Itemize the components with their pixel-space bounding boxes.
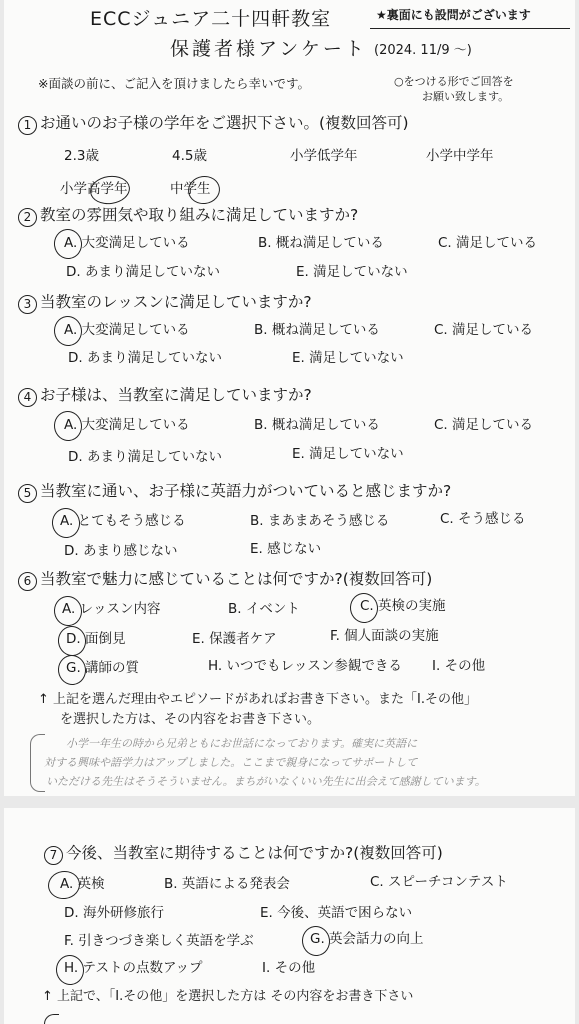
survey-page-front (4, 0, 575, 796)
q7-option-a-circle (46, 869, 82, 901)
question-3 (18, 295, 312, 314)
q6-option-h[interactable]: H. いつでもレッスン参観できる (208, 658, 402, 674)
format-note-1: ○をつける形でご回答を (394, 75, 514, 88)
intro-text: ※面談の前に、ご記入を頂けましたら幸いです。 (38, 76, 310, 91)
q1-option-6-circle (186, 174, 222, 206)
q1-option-4[interactable]: 小学中学年 (426, 148, 494, 164)
q7-option-b[interactable]: B. 英語による発表会 (164, 876, 290, 892)
question-4 (18, 388, 312, 407)
survey-page-back (4, 808, 575, 1024)
back-side-note: ★裏面にも設問がございます (376, 8, 531, 22)
q3-option-a-circle (52, 314, 84, 348)
question-3-number: 3 (18, 295, 37, 314)
q3-option-e[interactable]: E. 満足していない (292, 350, 404, 366)
format-note-2: お願い致します。 (422, 90, 510, 103)
q1-option-3[interactable]: 小学低学年 (290, 148, 358, 164)
q6-option-f[interactable]: F. 個人面談の実施 (330, 628, 439, 644)
question-5 (18, 484, 451, 503)
q7-option-c[interactable]: C. スピーチコンテスト (370, 874, 508, 890)
q6-answer-line-3: いただける先生はそうそういません。まちがいなくいい先生に出会えて感謝しています。 (46, 775, 486, 788)
question-6-text: 当教室で魅力に感じていることは何ですか?(複数回答可) (40, 570, 433, 588)
q4-option-a[interactable]: A. 大変満足している (64, 417, 190, 433)
q4-option-c[interactable]: C. 満足している (434, 417, 534, 433)
q3-option-a[interactable]: A. 大変満足している (64, 322, 190, 338)
q1-option-5-circle (88, 173, 132, 206)
q1-option-6[interactable]: 中学生 (170, 181, 211, 197)
q3-option-d[interactable]: D. あまり満足していない (68, 350, 222, 366)
q5-option-a-circle (50, 506, 82, 540)
q7-option-d[interactable]: D. 海外研修旅行 (64, 905, 164, 921)
q6-answer-line-1: 小学一年生の時から兄弟ともにお世話になっております。確実に英語に (66, 737, 418, 750)
q5-option-e[interactable]: E. 感じない (250, 541, 322, 557)
q6-option-c-circle (348, 591, 380, 625)
q4-option-e[interactable]: E. 満足していない (292, 446, 404, 462)
q2-option-e[interactable]: E. 満足していない (296, 264, 408, 280)
question-1-number: 1 (18, 116, 37, 135)
question-6-number: 6 (18, 572, 37, 591)
question-3-text: 当教室のレッスンに満足していますか? (40, 293, 312, 311)
question-5-number: 5 (18, 484, 37, 503)
q6-option-c[interactable]: C. 英検の実施 (360, 598, 446, 614)
q6-option-a[interactable]: A. レッスン内容 (62, 601, 161, 617)
q2-option-c[interactable]: C. 満足している (438, 235, 538, 251)
question-2 (18, 208, 358, 227)
q6-option-b[interactable]: B. イベント (228, 601, 300, 617)
survey-date: (2024. 11/9 〜) (374, 43, 472, 58)
question-7-text: 今後、当教室に期待することは何ですか?(複数回答可) (66, 844, 443, 862)
q6-option-a-circle (52, 594, 84, 628)
question-7 (44, 846, 443, 865)
q6-option-g[interactable]: G. 講師の質 (66, 660, 140, 676)
q2-option-a[interactable]: A. 大変満足している (64, 235, 190, 251)
q7-option-h-circle (54, 953, 86, 987)
q5-option-d[interactable]: D. あまり感じない (64, 543, 178, 559)
answer-bracket-2 (44, 1014, 59, 1024)
q6-answer-line-2: 対する興味や語学力はアップしました。ここまで親身になってサポートして (44, 756, 418, 769)
q3-option-b[interactable]: B. 概ね満足している (254, 322, 380, 338)
question-5-text: 当教室に通い、お子様に英語力がついていると感じますか? (40, 482, 452, 500)
q2-option-b[interactable]: B. 概ね満足している (258, 235, 384, 251)
q7-option-f[interactable]: F. 引きつづき楽しく英語を学ぶ (64, 933, 254, 949)
q5-option-a[interactable]: A. とてもそう感じる (60, 513, 186, 529)
question-2-number: 2 (18, 208, 37, 227)
q7-option-g[interactable]: G. 英会話力の向上 (310, 931, 424, 947)
q7-option-a[interactable]: A. 英検 (60, 876, 105, 892)
q7-option-g-circle (300, 924, 332, 958)
q6-followup-1: ↑ 上記を選んだ理由やエピソードがあればお書き下さい。また「I.その他」 (38, 692, 477, 707)
q7-followup: ↑ 上記で、「I.その他」を選択した方は その内容をお書き下さい (42, 989, 414, 1004)
question-6 (18, 572, 432, 591)
q7-option-h[interactable]: H. テストの点数アップ (64, 960, 203, 976)
q4-option-a-circle (52, 409, 84, 443)
q3-option-c[interactable]: C. 満足している (434, 322, 534, 338)
q2-option-a-circle (52, 227, 84, 261)
question-4-text: お子様は、当教室に満足していますか? (40, 386, 312, 404)
q4-option-b[interactable]: B. 概ね満足している (254, 417, 380, 433)
q6-option-d-circle (56, 624, 88, 658)
q6-option-e[interactable]: E. 保護者ケア (192, 631, 277, 647)
survey-title: 保護者様アンケート (170, 38, 367, 60)
q4-option-d[interactable]: D. あまり満足していない (68, 449, 222, 465)
q1-option-2[interactable]: 4.5歳 (172, 148, 207, 164)
q2-option-d[interactable]: D. あまり満足していない (66, 264, 220, 280)
question-4-number: 4 (18, 388, 37, 407)
q1-option-1[interactable]: 2.3歳 (64, 148, 99, 164)
answer-bracket (30, 734, 45, 792)
school-name: ECCジュニア二十四軒教室 (90, 8, 332, 30)
q6-option-g-circle (56, 653, 88, 687)
q6-followup-2: を選択した方は、その内容をお書き下さい。 (60, 712, 321, 727)
q7-option-i[interactable]: I. その他 (262, 960, 316, 976)
q5-option-c[interactable]: C. そう感じる (440, 511, 526, 527)
q5-option-b[interactable]: B. まあまあそう感じる (250, 513, 390, 529)
question-7-number: 7 (44, 846, 63, 865)
question-1 (18, 116, 409, 135)
question-1-text: お通いのお子様の学年をご選択下さい。(複数回答可) (40, 114, 409, 132)
q1-option-5[interactable]: 小学高学年 (60, 181, 128, 197)
q7-option-e[interactable]: E. 今後、英語で困らない (260, 905, 413, 921)
back-note-underline (370, 28, 570, 29)
q6-option-d[interactable]: D. 面倒見 (66, 631, 126, 647)
q6-option-i[interactable]: I. その他 (432, 658, 486, 674)
question-2-text: 教室の雰囲気や取り組みに満足していますか? (40, 206, 359, 224)
